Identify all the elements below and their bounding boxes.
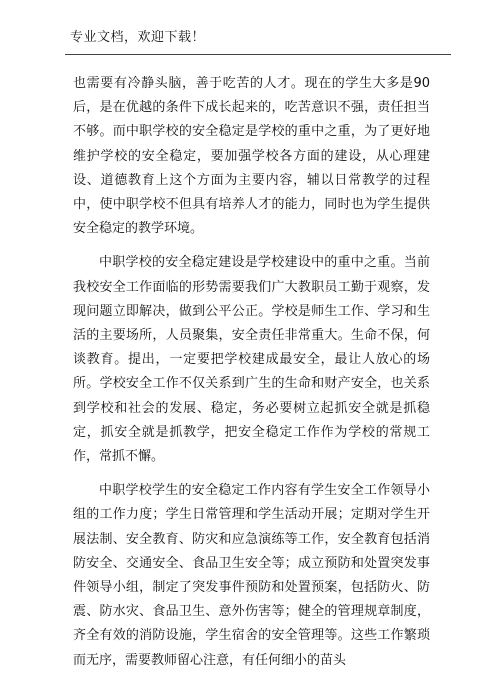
paragraph-2: 中职学校的安全稳定建设是学校建设中的重中之重。当前我校安全工作面临的形势需要我们广大教职员工勤于观察，发现问题立即解决，做到公平公正。学校是师生工作、学习和生活的主要场所，人员聚集，安全责任非常重大。生命不保，何谈教育。提出，一定要把学校建成最安全，最让人放心的场所。学校安全工作不仅关系到广生的生命和财产安全，也关系到学校和社会的发展、稳定，务必要树立起抓安全就是抓稳定，抓安全就是抓教学，把安全稳定工作作为学校的常规工作，常抓不懈。 xyxy=(73,255,430,465)
paragraph-1: 也需要有冷静头脑，善于吃苦的人才。现在的学生大多是90后，是在优越的条件下成长起来的，吃苦意识不强，责任担当不够。而中职学校的安全稳定是学校的重中之重，为了更好地维护学校的安全稳定，要加强学校各方面的建设，从心理建设、道德教育上这个方面为主要内容，辅以日常教学的过程中，使中职学校不但具有培养人才的能力，同时也为学生提供安全稳定的教学环境。 xyxy=(73,76,430,237)
page-header-text: 专业文档，欢迎下载！ xyxy=(70,30,206,45)
document-body xyxy=(73,72,430,673)
header-divider xyxy=(65,54,451,55)
paragraph-3: 中职学校学生的安全稳定工作内容有学生安全工作领导小组的工作力度；学生日常管理和学生活动开展；定期对学生开展法制、安全教育、防灾和应急演练等工作，安全教育包括消防安全、交通安全、食品卫生安全等；成立预防和处置突发事件领导小组，制定了突发事件预防和处置预案，包括防火、防震、防水灾、食品卫生、意外伤害等；健全的管理规章制度，齐全有效的消防设施，学生宿舍的安全管理等。这些工作繁琐而无序，需要教师留心注意，有任何细小的苗头 xyxy=(73,483,430,668)
